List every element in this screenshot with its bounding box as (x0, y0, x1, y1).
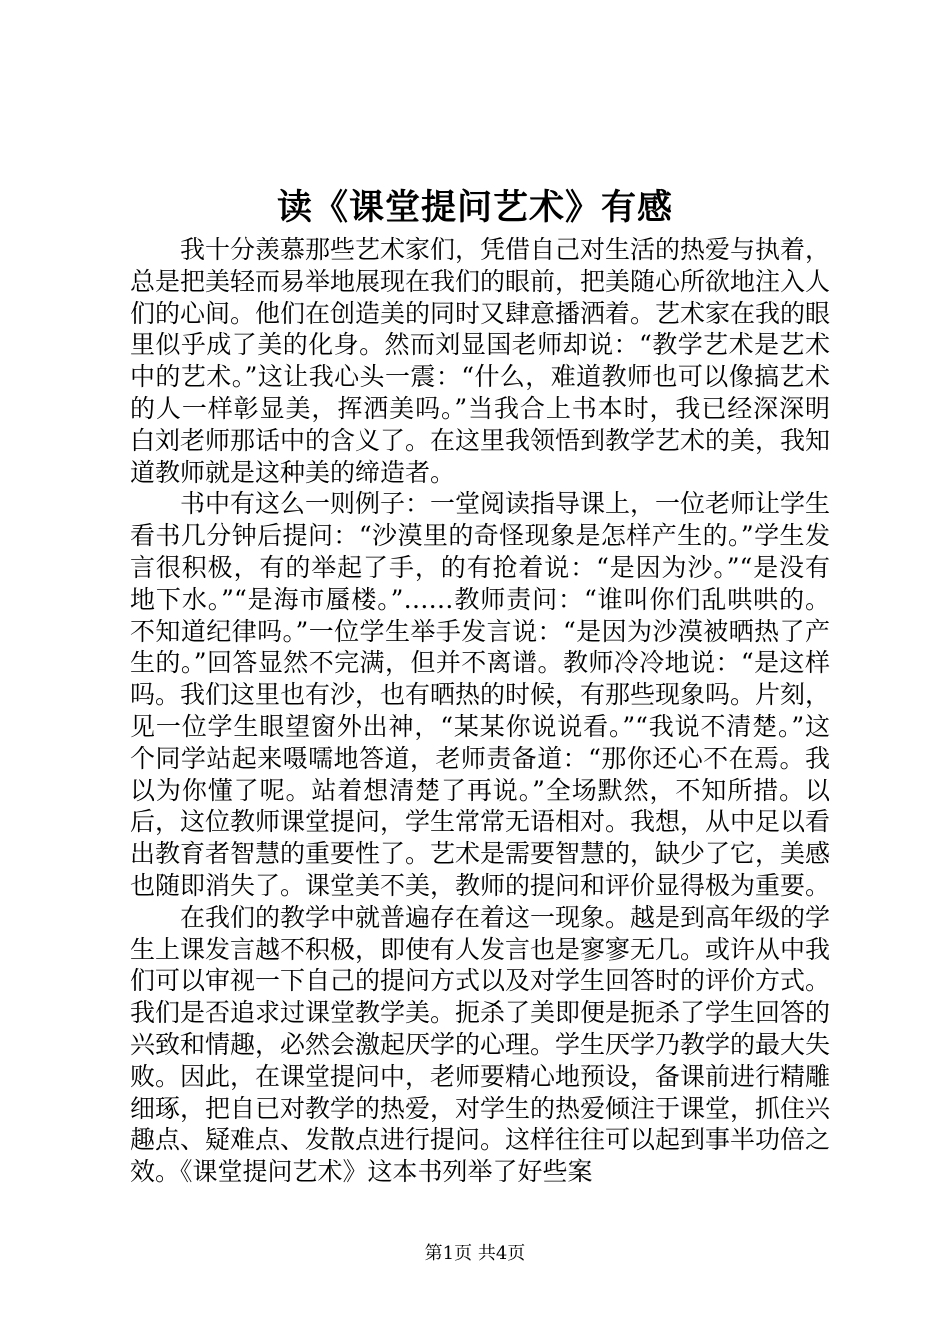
page-footer: 第1页 共4页 (424, 1243, 526, 1264)
paragraph-1: 我十分羡慕那些艺术家们，凭借自己对生活的热爱与执着，总是把美轻而易举地展现在我们的眼前，把美随心所欲地注入人们的心间。他们在创造美的同时又肆意播洒着。艺术家在我的眼里似乎成了美的化身。然而刘显国老师却说：“教学艺术是艺术中的艺术。”这让我心头一震：“什么，难道教师也可以像搞艺术的人一样彰显美，挥洒美吗。”当我合上书本时，我已经深深明白刘老师那话中的含义了。在这里我领悟到教学艺术的美，我知道教师就是这种美的缔造者。 (130, 235, 831, 487)
document-title: 读《课堂提问艺术》有感 (276, 187, 673, 228)
paragraph-3: 在我们的教学中就普遍存在着这一现象。越是到高年级的学生上课发言越不积极，即使有人发言也是寥寥无几。或许从中我们可以审视一下自己的提问方式以及对学生回答时的评价方式。我们是否追求过课堂教学美。扼杀了美即便是扼杀了学生回答的兴致和情趣，必然会激起厌学的心理。学生厌学乃教学的最大失败。因此，在课堂提问中，老师要精心地预设，备课前进行精雕细琢，把自已对教学的热爱，对学生的热爱倾注于课堂，抓住兴趣点、疑难点、发散点进行提问。这样往往可以起到事半功倍之效。《课堂提问艺术》这本书列举了好些案 (130, 902, 831, 1187)
paragraph-2: 书中有这么一则例子：一堂阅读指导课上，一位老师让学生看书几分钟后提问：“沙漠里的奇怪现象是怎样产生的。”学生发言很积极，有的举起了手，的有抢着说：“是因为沙。”“是没有地下水。”“是海市蜃楼。”……教师责问：“谁叫你们乱哄哄的。不知道纪律吗。”一位学生举手发言说：“是因为沙漠被晒热了产生的。”回答显然不完满，但并不离谱。教师冷冷地说：“是这样吗。我们这里也有沙，也有晒热的时候，有那些现象吗。片刻，见一位学生眼望窗外出神，“某某你说说看。”“我说不清楚。”这个同学站起来嗫嚅地答道，老师责备道：“那你还心不在焉。我以为你懂了呢。站着想清楚了再说。”全场默然，不知所措。以后，这位教师课堂提问，学生常常无语相对。我想，从中足以看出教育者智慧的重要性了。艺术是需要智慧的，缺少了它，美感也随即消失了。课堂美不美，教师的提问和评价显得极为重要。 (130, 489, 831, 900)
document-body (130, 234, 830, 1188)
